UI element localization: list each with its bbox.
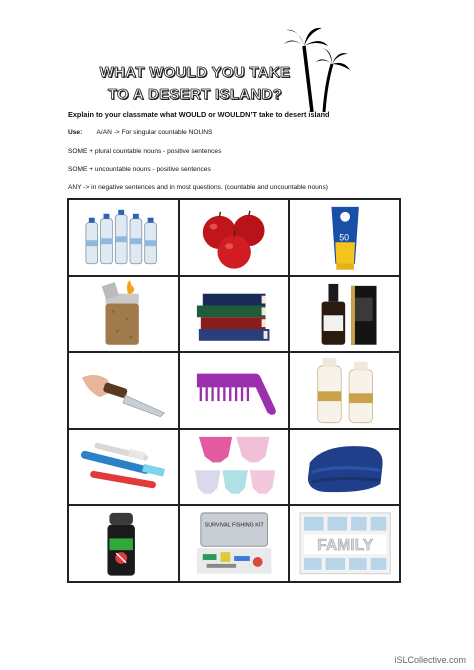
towel-icon <box>293 433 397 502</box>
knife-cell <box>68 352 179 429</box>
water-bottles-icon <box>71 203 175 272</box>
use-label: Use: <box>68 129 83 136</box>
insect-repellent-icon <box>71 509 175 578</box>
title-line-1: WHAT WOULD YOU TAKE <box>99 64 291 81</box>
any-rule: ANY -> in negative sentences and in most questions. (countable and uncountable nouns) <box>68 184 328 191</box>
lighter-cell <box>68 276 179 353</box>
family-frame-cell <box>289 505 400 582</box>
palm-trees-icon <box>282 24 352 112</box>
sunscreen-icon <box>293 203 397 272</box>
whiskey-icon <box>293 280 397 349</box>
toothbrush-icon <box>71 433 175 502</box>
comb-icon <box>182 356 286 425</box>
books-cell <box>179 276 290 353</box>
svg-text:50: 50 <box>338 232 349 243</box>
survival-kit-icon <box>182 509 286 578</box>
towel-cell <box>289 429 400 506</box>
underwear-cell <box>179 429 290 506</box>
use-rule-text: A/AN -> For singular countable NOUNS <box>96 129 213 136</box>
family-frame-icon <box>293 509 397 578</box>
apples-icon <box>182 203 286 272</box>
whiskey-cell <box>289 276 400 353</box>
use-rule <box>68 129 212 136</box>
some-plural-rule: SOME + plural countable nouns - positive sentences <box>68 148 222 155</box>
intro-instruction: Explain to your classmate what WOULD or WOULDN’T take to desert island <box>68 110 330 119</box>
shampoo-cell <box>289 352 400 429</box>
lighter-icon <box>71 280 175 349</box>
sunscreen-cell <box>289 199 400 276</box>
survival-kit-cell <box>179 505 290 582</box>
water-bottles-cell <box>68 199 179 276</box>
apples-cell <box>179 199 290 276</box>
some-uncountable-rule: SOME + uncountable nouns - positive sentences <box>68 166 211 173</box>
comb-cell <box>179 352 290 429</box>
insect-repellent-cell <box>68 505 179 582</box>
footer-watermark: iSLCollective.com <box>394 655 466 665</box>
books-icon <box>182 280 286 349</box>
items-grid <box>67 198 401 583</box>
underwear-icon <box>182 433 286 502</box>
shampoo-icon <box>293 356 397 425</box>
family-frame-text: FAMILY <box>316 537 373 555</box>
title-line-2: TO A DESERT ISLAND? <box>107 86 283 103</box>
survival-kit-label-line1: SURVIVAL FISHING KIT <box>204 523 264 530</box>
toothbrush-cell <box>68 429 179 506</box>
knife-icon <box>71 356 175 425</box>
